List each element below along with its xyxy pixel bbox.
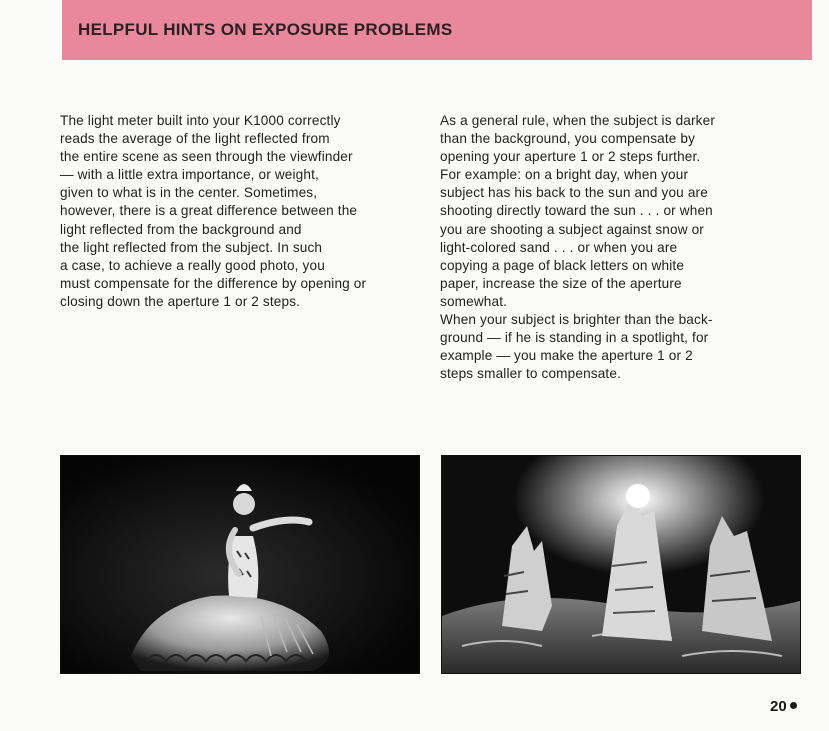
page-number-text: 20 [770,698,787,715]
snow-trees-photo [441,455,801,674]
text-line: The light meter built into your K1000 correctly [60,113,341,128]
text-line: paper, increase the size of the aperture [440,275,682,291]
right-paragraph [440,112,812,383]
text-line: you are shooting a subject against snow or [440,221,704,237]
text-line: ground — if he is standing in a spotlight, for [440,330,709,346]
text-line: light-colored sand . . . or when you are [440,239,678,255]
text-line: For example: on a bright day, when your [440,167,689,183]
text-line: must compensate for the difference by opening or [60,275,367,291]
text-line: reads the average of the light reflected from [60,131,330,147]
page-number [770,698,797,715]
left-paragraph [60,112,432,311]
text-line: steps smaller to compensate. [440,366,621,382]
text-line: subject has his back to the sun and you are [440,185,708,201]
dancer-photo [60,455,420,674]
left-text-column [60,112,432,311]
text-line: As a general rule, when the subject is darker [440,113,715,128]
text-line: opening your aperture 1 or 2 steps further. [440,149,701,165]
text-line: example — you make the aperture 1 or 2 [440,348,693,364]
right-text-column [440,112,812,383]
text-line: given to what is in the center. Sometimes, [60,185,318,201]
text-line: somewhat. [440,293,508,309]
text-line: shooting directly toward the sun . . . or when [440,203,713,219]
snow-trees-illustration [442,456,800,673]
text-line: a case, to achieve a really good photo, you [60,257,325,273]
text-line: light reflected from the background and [60,221,302,237]
text-line: — with a little extra importance, or weight, [60,167,319,183]
text-line: closing down the aperture 1 or 2 steps. [60,293,301,309]
bullet-dot-icon [790,702,797,709]
text-line: than the background, you compensate by [440,131,696,147]
dancer-photo-illustration [61,456,419,673]
text-line: copying a page of black letters on white [440,257,685,273]
page-title: HELPFUL HINTS ON EXPOSURE PROBLEMS [78,20,453,39]
text-line: the entire scene as seen through the viewfinder [60,149,353,165]
text-line: however, there is a great difference between the [60,203,358,219]
text-line: When your subject is brighter than the back- [440,312,713,328]
text-line: the light reflected from the subject. In such [60,239,323,255]
